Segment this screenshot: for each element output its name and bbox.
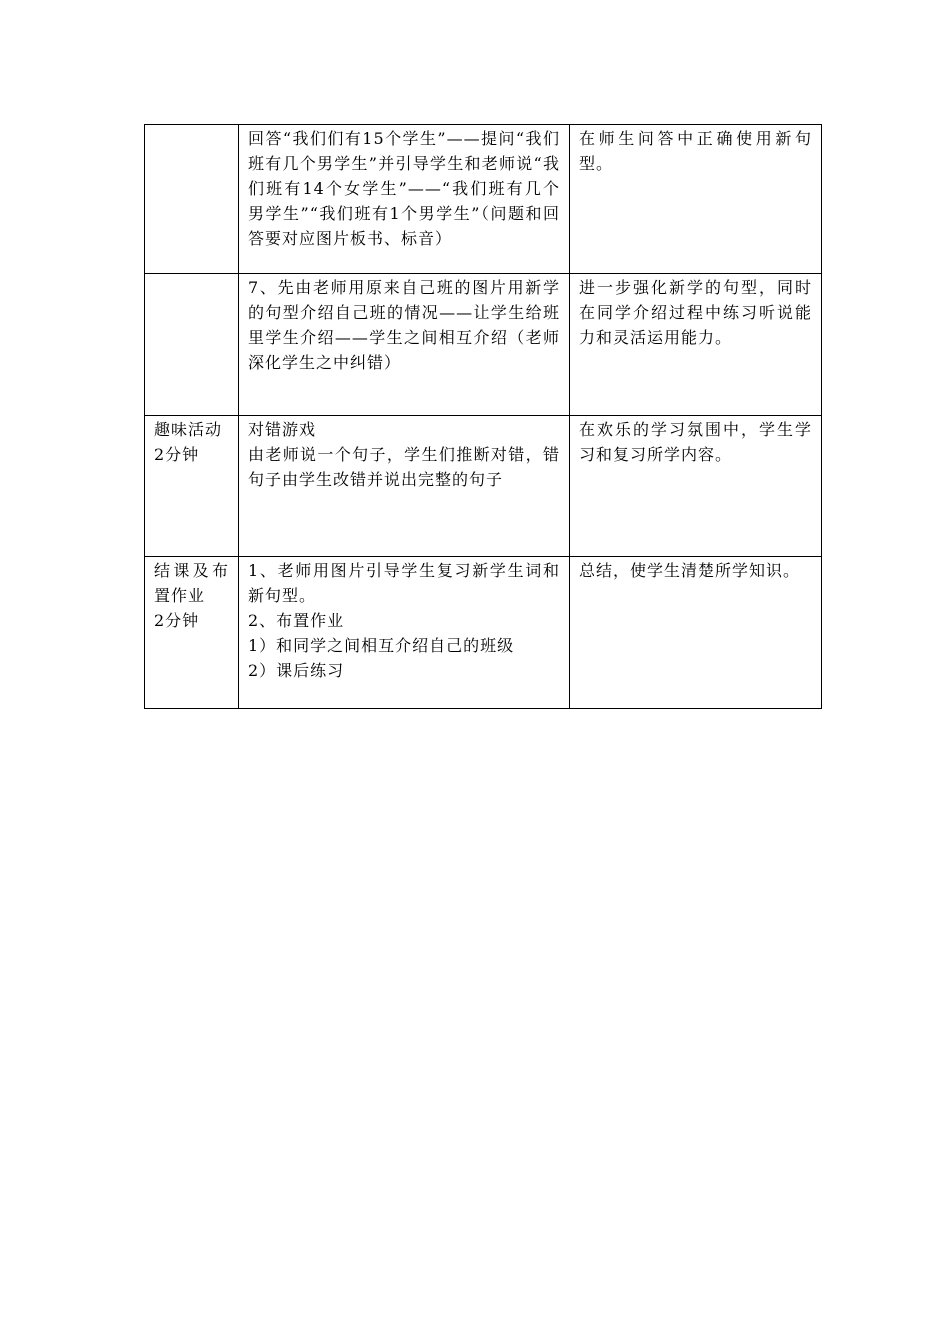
activity-text: 1、老师用图片引导学生复习新学生词和新句型。 <box>248 561 560 605</box>
stage-cell <box>145 416 239 557</box>
table-row <box>145 557 822 709</box>
stage-duration: 2分钟 <box>154 445 200 464</box>
activity-cell <box>239 125 570 274</box>
activity-text: 7、先由老师用原来自己班的图片用新学的句型介绍自己班的情况——让学生给班里学生介绍——学生之间相互介绍（老师深化学生之中纠错） <box>248 278 560 372</box>
activity-cell <box>239 274 570 416</box>
activity-cell <box>239 557 570 709</box>
homework-item: 1）和同学之间相互介绍自己的班级 <box>248 636 515 655</box>
table-row <box>145 125 822 274</box>
purpose-cell <box>570 416 822 557</box>
activity-heading: 对错游戏 <box>248 420 317 439</box>
purpose-text: 总结，使学生清楚所学知识。 <box>579 561 801 580</box>
stage-cell <box>145 274 239 416</box>
table-row <box>145 416 822 557</box>
purpose-cell <box>570 274 822 416</box>
stage-title: 趣味活动 <box>154 420 223 439</box>
purpose-text: 进一步强化新学的句型，同时在同学介绍过程中练习听说能力和灵活运用能力。 <box>579 278 812 347</box>
purpose-cell <box>570 557 822 709</box>
stage-cell <box>145 557 239 709</box>
activity-text: 回答“我们们有15个学生”——提问“我们班有几个男学生”并引导学生和老师说“我们班有14个女学生”——“我们班有几个男学生”“我们班有1个男学生”（问题和回答要对应图片板书、标音） <box>248 129 560 248</box>
stage-duration: 2分钟 <box>154 611 200 630</box>
lesson-plan-table <box>144 124 822 709</box>
homework-item: 2）课后练习 <box>248 661 345 680</box>
purpose-text: 在师生问答中正确使用新句型。 <box>579 129 812 173</box>
stage-cell <box>145 125 239 274</box>
activity-text: 由老师说一个句子，学生们推断对错，错句子由学生改错并说出完整的句子 <box>248 445 560 489</box>
stage-title: 结课及布置作业 <box>154 561 229 605</box>
purpose-cell <box>570 125 822 274</box>
purpose-text: 在欢乐的学习氛围中，学生学习和复习所学内容。 <box>579 420 812 464</box>
table-row <box>145 274 822 416</box>
activity-cell <box>239 416 570 557</box>
activity-text: 2、布置作业 <box>248 611 345 630</box>
